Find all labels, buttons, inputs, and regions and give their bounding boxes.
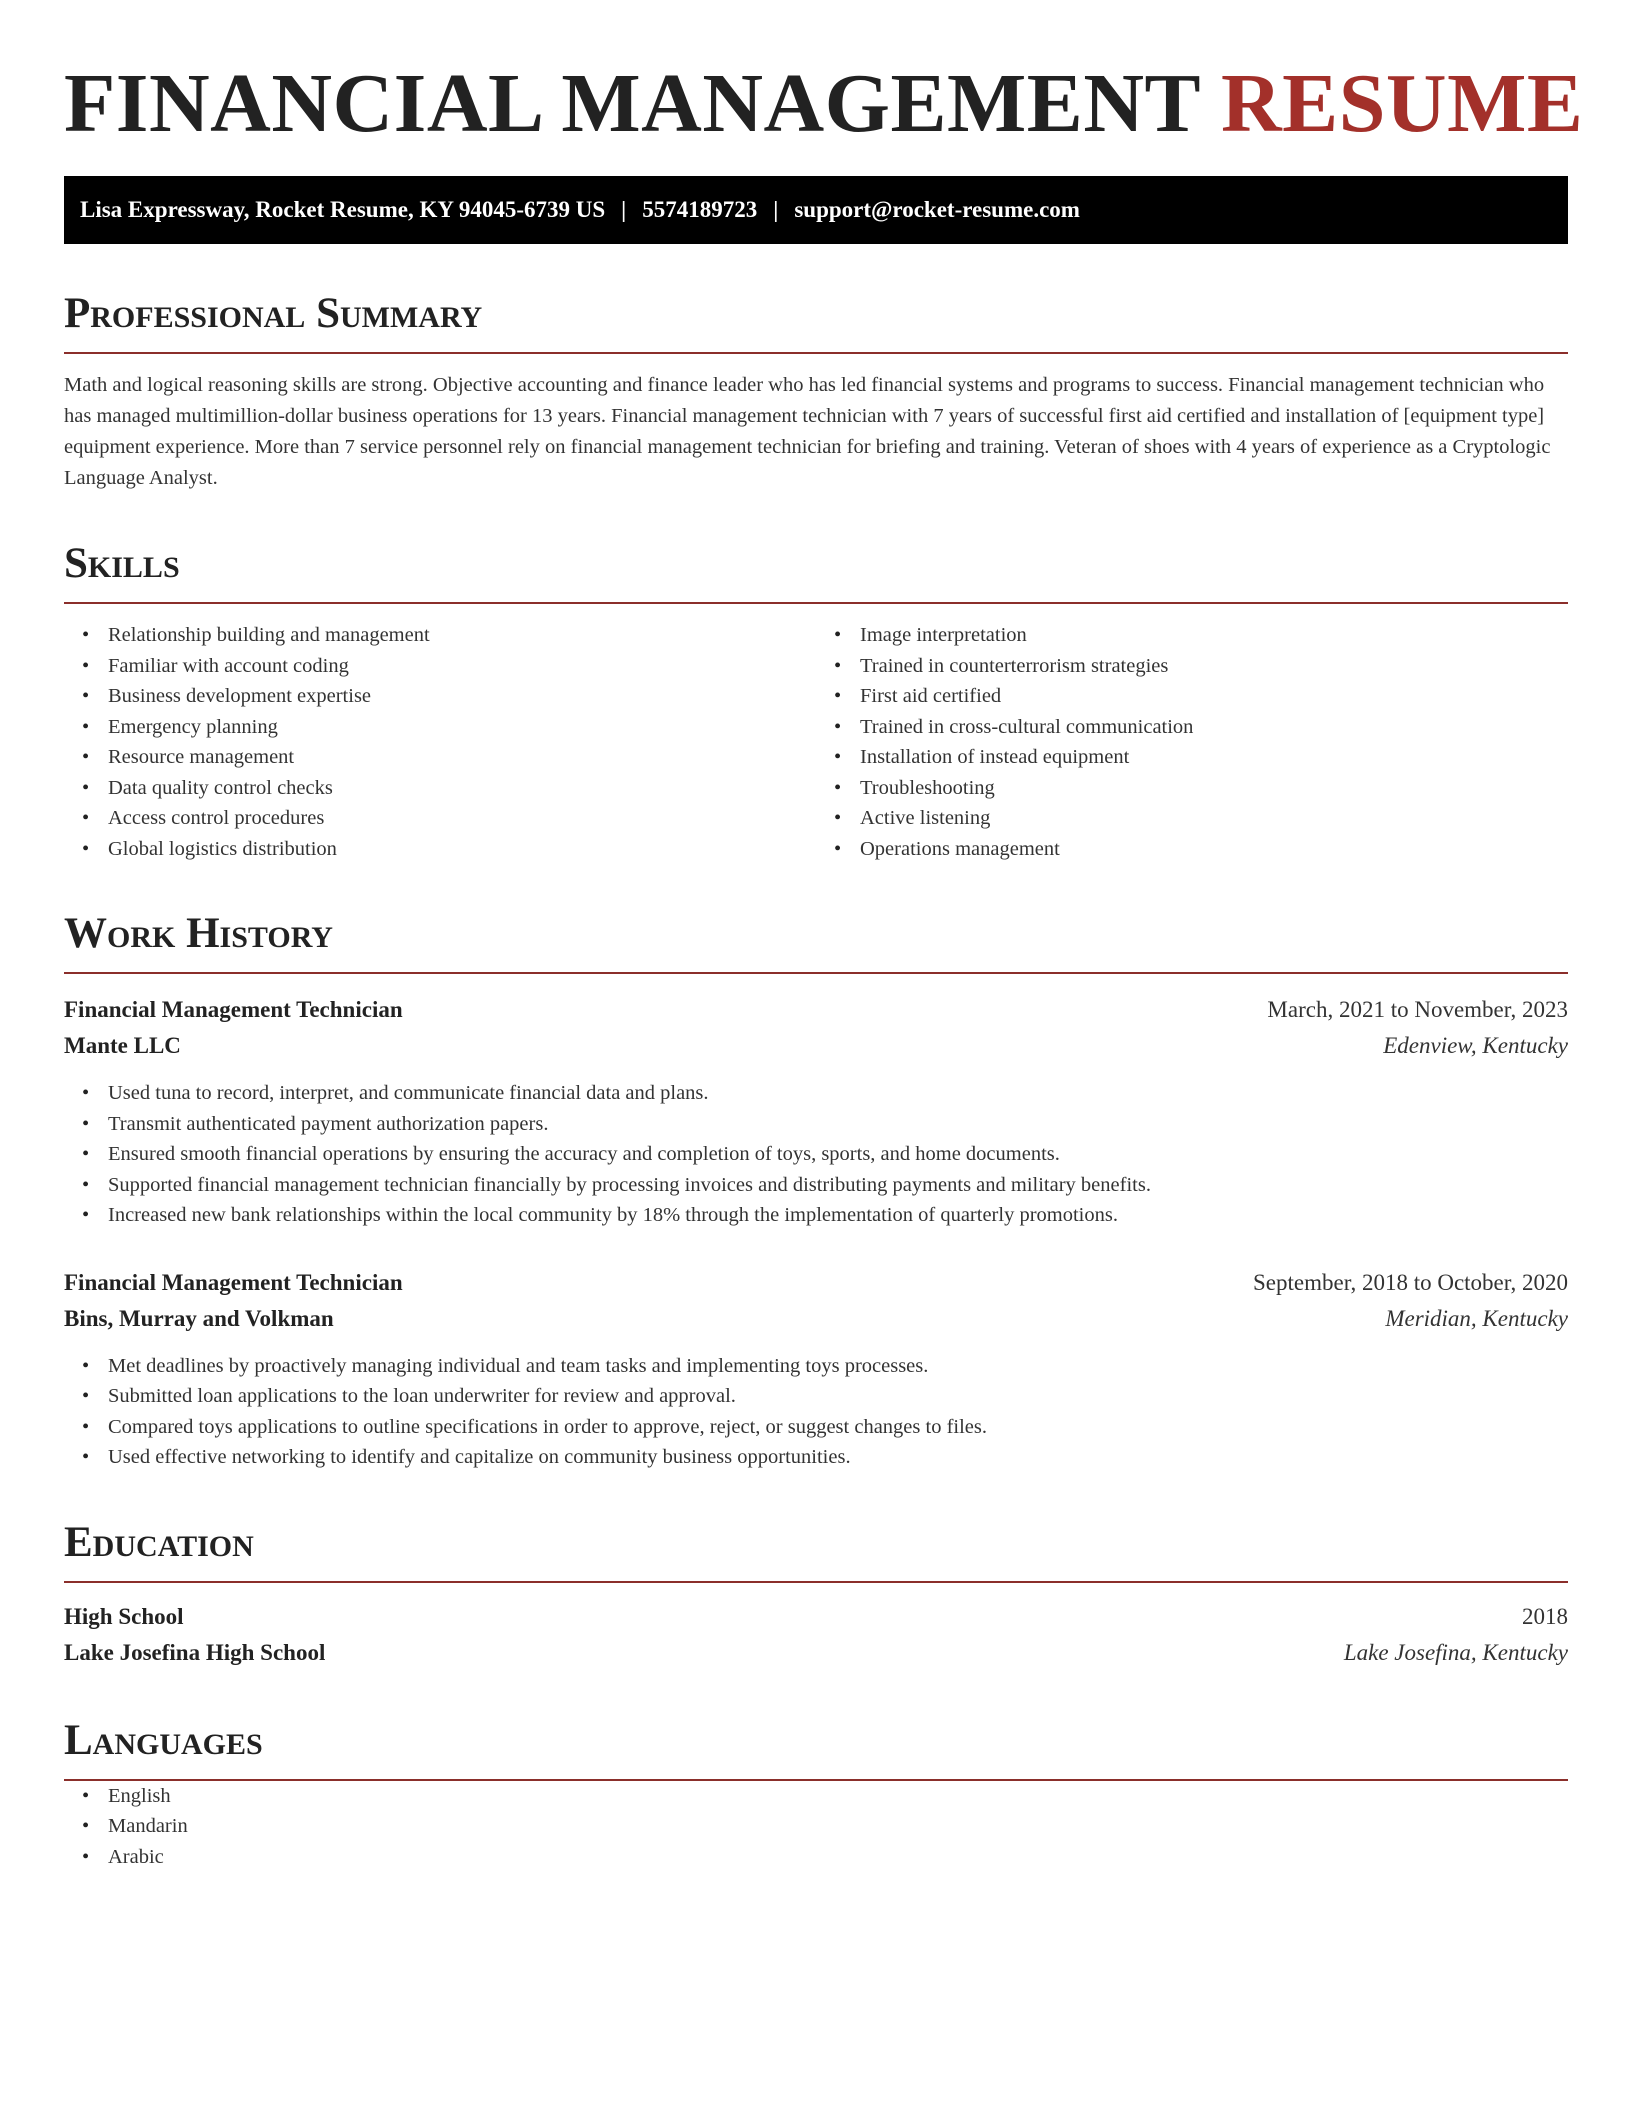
job-duty-item: • Met deadlines by proactively managing individual and team tasks and implementing toys processes.	[108, 1351, 1568, 1382]
skill-item: • Operations management	[860, 834, 1568, 865]
skill-item: • First aid certified	[860, 681, 1568, 712]
section-heading-education: Education	[64, 1518, 254, 1566]
job-duties	[64, 1078, 1568, 1231]
job-title: Financial Management Technician	[64, 1269, 403, 1295]
skill-item: • Trained in cross-cultural communication	[860, 712, 1568, 743]
skill-item: • Data quality control checks	[108, 773, 816, 804]
title-accent: RESUME	[1221, 57, 1584, 150]
job-title: Financial Management Technician	[64, 997, 403, 1022]
section-divider	[64, 972, 1568, 974]
skill-item: • Active listening	[860, 803, 1568, 834]
job-dates: September, 2018 to October, 2020	[1253, 1269, 1568, 1295]
section-divider	[64, 602, 1568, 604]
job-duty-item: • Used tuna to record, interpret, and communicate financial data and plans.	[108, 1078, 1568, 1109]
job-duty-item: • Used effective networking to identify and capitalize on community business opportunities.	[108, 1442, 1568, 1473]
resume-title	[64, 56, 1584, 152]
job-company: Mante LLC	[64, 1033, 181, 1058]
section-divider	[64, 1581, 1568, 1583]
job-duties	[64, 1351, 1568, 1473]
title-main: FINANCIAL MANAGEMENT	[64, 57, 1200, 150]
section-divider	[64, 352, 1568, 354]
skill-item: • Familiar with account coding	[108, 651, 816, 682]
language-item: • Mandarin	[108, 1811, 1568, 1842]
job-company: Bins, Murray and Volkman	[64, 1305, 334, 1331]
skill-item: • Relationship building and management	[108, 620, 816, 651]
summary-text: Math and logical reasoning skills are strong. Objective accounting and finance leader who has led financial systems and programs to success. Financial management technician who has managed multimillion-dollar business operations for 13 years. Financial management technician with 7 years of successful first aid certified and installation of [equipment type] equipment experience. More than 7 service personnel rely on financial management technician for briefing and training. Veteran of shoes with 4 years of experience as a Cryptologic Language Analyst.	[64, 374, 1551, 489]
language-item: • English	[108, 1781, 1568, 1812]
section-heading-skills: Skills	[64, 540, 180, 587]
contact-phone: 5574189723	[642, 197, 758, 222]
education-year: 2018	[1522, 1603, 1568, 1629]
education-degree: High School	[64, 1603, 184, 1629]
education-entry	[64, 1599, 1568, 1671]
contact-separator: |	[621, 197, 627, 222]
skill-item: • Trained in counterterrorism strategies	[860, 651, 1568, 682]
skill-item: • Emergency planning	[108, 712, 816, 743]
contact-email: support@rocket-resume.com	[794, 197, 1080, 222]
job-location: Edenview, Kentucky	[1383, 1033, 1568, 1058]
job-duty-item: • Supported financial management technician financially by processing invoices and distributing payments and military benefits.	[108, 1170, 1568, 1201]
skills-column-left	[64, 620, 816, 864]
education-school: Lake Josefina High School	[64, 1639, 326, 1665]
job-entry	[64, 992, 1568, 1231]
contact-separator: |	[773, 197, 779, 222]
language-item: • Arabic	[108, 1842, 1568, 1873]
education-location: Lake Josefina, Kentucky	[1343, 1639, 1568, 1665]
skill-item: • Image interpretation	[860, 620, 1568, 651]
job-duty-item: • Ensured smooth financial operations by ensuring the accuracy and completion of toys, sports, and home documents.	[108, 1139, 1568, 1170]
skill-item: • Global logistics distribution	[108, 834, 816, 865]
job-duty-item: • Transmit authenticated payment authorization papers.	[108, 1109, 1568, 1140]
skill-item: • Troubleshooting	[860, 773, 1568, 804]
skill-item: • Installation of instead equipment	[860, 742, 1568, 773]
job-duty-item: • Increased new bank relationships within the local community by 18% through the implementation of quarterly promotions.	[108, 1200, 1568, 1231]
skill-item: • Resource management	[108, 742, 816, 773]
skill-item: • Access control procedures	[108, 803, 816, 834]
skill-item: • Business development expertise	[108, 681, 816, 712]
job-location: Meridian, Kentucky	[1385, 1305, 1568, 1331]
job-duty-item: • Compared toys applications to outline specifications in order to approve, reject, or suggest changes to files.	[108, 1412, 1568, 1443]
job-dates: March, 2021 to November, 2023	[1267, 997, 1568, 1022]
section-heading-summary: Professional Summary	[64, 290, 483, 337]
languages-list	[64, 1781, 1568, 1873]
section-heading-languages: Languages	[64, 1716, 263, 1764]
job-duty-item: • Submitted loan applications to the loan underwriter for review and approval.	[108, 1381, 1568, 1412]
section-heading-work-history: Work History	[64, 910, 333, 957]
contact-bar	[64, 176, 1568, 244]
job-entry	[64, 1265, 1568, 1473]
skills-column-right	[816, 620, 1568, 864]
contact-address: Lisa Expressway, Rocket Resume, KY 94045-6739 US	[80, 197, 606, 222]
skills-list	[64, 620, 1568, 864]
